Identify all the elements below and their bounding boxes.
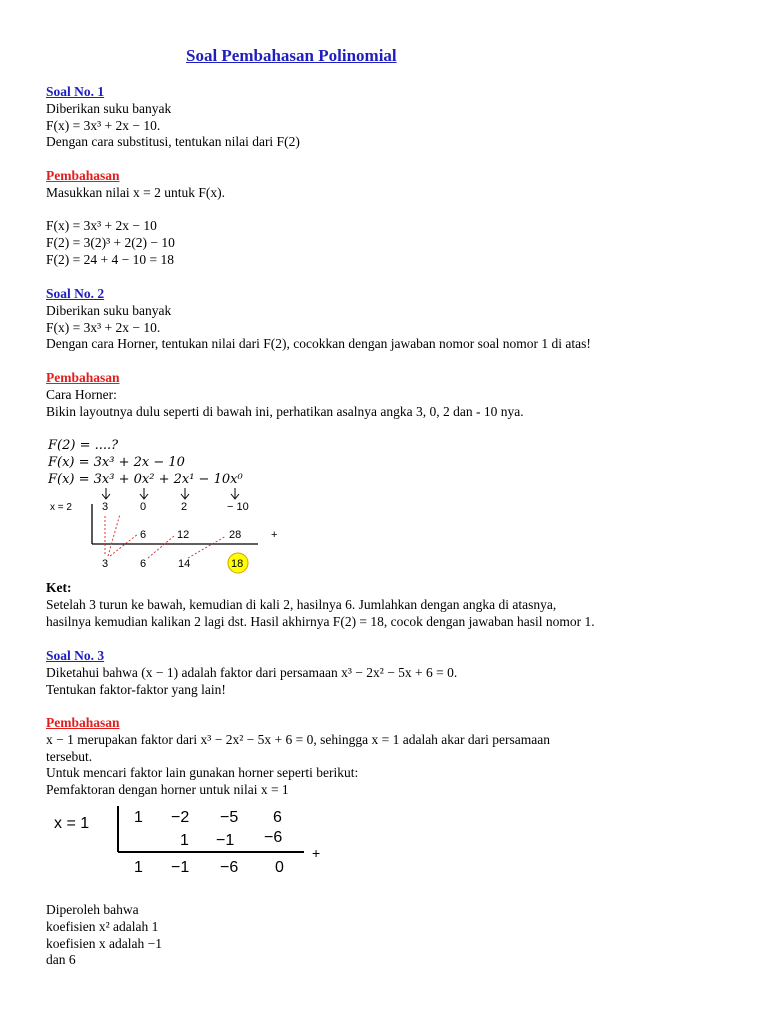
- soal-1-line: Dengan cara substitusi, tentukan nilai dari F(2): [46, 134, 300, 150]
- horner-1-cell: 12: [177, 529, 190, 541]
- soal-2-heading: Soal No. 2: [46, 286, 105, 301]
- pembahasan-1-heading: Pembahasan: [46, 168, 120, 183]
- pembahasan-3-heading: Pembahasan: [46, 715, 120, 730]
- horner-2-cell: −1: [216, 832, 235, 849]
- keterangan-line: Setelah 3 turun ke bawah, kemudian di kali 2, hasilnya 6. Jumlahkan dengan angka di atasnya,: [46, 596, 557, 612]
- horner-2-cell: 1: [134, 859, 143, 876]
- down-arrows: [102, 488, 239, 499]
- diperoleh-line: koefisien x² adalah 1: [46, 918, 159, 934]
- horner-2-cell: 6: [273, 809, 282, 826]
- horner-1-result: 18: [231, 558, 244, 570]
- horner-2-cell: −6: [220, 859, 239, 876]
- soal-2-block: [46, 286, 591, 353]
- horner-1-equation: F(2) = ....?: [48, 438, 119, 453]
- pembahasan-2-block: [46, 370, 524, 420]
- horner-1-cell: 14: [178, 558, 191, 570]
- pembahasan-1-line: Masukkan nilai x = 2 untuk F(x).: [46, 184, 225, 200]
- page-title: Soal Pembahasan Polinomial: [186, 46, 397, 65]
- pembahasan-3-line: Pemfaktoran dengan horner untuk nilai x = 1: [46, 782, 289, 798]
- keterangan-block: [46, 580, 595, 630]
- horner-2-cell: 1: [180, 832, 189, 849]
- soal-1-block: [46, 84, 300, 151]
- diperoleh-line: koefisien x adalah −1: [46, 935, 162, 951]
- horner-1-cell: 6: [140, 529, 147, 541]
- soal-3-line: Tentukan faktor-faktor yang lain!: [46, 681, 226, 697]
- horner-2-x-label: x = 1: [54, 815, 90, 832]
- horner-1-equation: F(x) = 3x³ + 0x² + 2x¹ − 10x⁰: [48, 472, 243, 487]
- horner-2-cell: −5: [220, 809, 239, 826]
- pembahasan-1-line: F(2) = 24 + 4 − 10 = 18: [46, 251, 174, 267]
- horner-diagram-2: [46, 800, 346, 880]
- horner-1-cell: 0: [140, 501, 147, 513]
- diperoleh-line: Diperoleh bahwa: [46, 902, 139, 917]
- horner-2-cell: −6: [264, 829, 283, 846]
- soal-1-heading: Soal No. 1: [46, 84, 105, 99]
- diperoleh-line: dan 6: [46, 952, 76, 968]
- pembahasan-1-line: F(x) = 3x³ + 2x − 10: [46, 218, 157, 234]
- soal-3-heading: Soal No. 3: [46, 648, 105, 663]
- horner-1-cell: 2: [181, 501, 188, 513]
- horner-1-cell: 28: [229, 529, 242, 541]
- horner-1-cell: 3: [102, 501, 109, 513]
- horner-1-x-label: x = 2: [50, 502, 72, 513]
- horner-2-cell: −2: [171, 809, 190, 826]
- horner-diagram-1: [40, 432, 340, 582]
- soal-3-block: [46, 648, 457, 698]
- horner-2-cell: −1: [171, 859, 190, 876]
- soal-1-line: F(x) = 3x³ + 2x − 10.: [46, 117, 161, 133]
- soal-1-line: Diberikan suku banyak: [46, 100, 172, 116]
- pembahasan-2-line: Cara Horner:: [46, 386, 117, 402]
- horner-1-cell: 3: [102, 558, 109, 570]
- soal-2-line: Dengan cara Horner, tentukan nilai dari F(2), cocokkan dengan jawaban nomor soal nomor 1 di atas!: [46, 336, 591, 352]
- soal-2-line: Diberikan suku banyak: [46, 302, 172, 318]
- pembahasan-2-line: Bikin layoutnya dulu seperti di bawah ini, perhatikan asalnya angka 3, 0, 2 dan - 10 nya.: [46, 403, 524, 419]
- diperoleh-block: [46, 902, 162, 969]
- pembahasan-3-line: Untuk mencari faktor lain gunakan horner seperti berikut:: [46, 765, 359, 781]
- pembahasan-3-line: tersebut.: [46, 748, 93, 764]
- horner-2-plus: +: [312, 845, 321, 861]
- pembahasan-2-heading: Pembahasan: [46, 370, 120, 385]
- pembahasan-1-line: F(2) = 3(2)³ + 2(2) − 10: [46, 235, 175, 251]
- pembahasan-1-block: [46, 168, 225, 269]
- horner-1-cell: 6: [140, 558, 147, 570]
- horner-1-plus: +: [271, 529, 278, 541]
- soal-2-line: F(x) = 3x³ + 2x − 10.: [46, 319, 161, 335]
- soal-3-line: Diketahui bahwa (x − 1) adalah faktor dari persamaan x³ − 2x² − 5x + 6 = 0.: [46, 664, 458, 680]
- keterangan-heading: Ket:: [46, 580, 72, 595]
- horner-2-cell: 0: [275, 859, 284, 876]
- red-arrows: [105, 514, 226, 558]
- pembahasan-3-block: [46, 715, 550, 799]
- pembahasan-3-line: x − 1 merupakan faktor dari x³ − 2x² − 5x + 6 = 0, sehingga x = 1 adalah akar dari persamaan: [46, 731, 550, 747]
- horner-1-equation: F(x) = 3x³ + 2x − 10: [48, 455, 185, 470]
- horner-1-cell: − 10: [227, 501, 249, 513]
- horner-2-cell: 1: [134, 809, 143, 826]
- keterangan-line: hasilnya kemudian kalikan 2 lagi dst. Hasil akhirnya F(2) = 18, cocok dengan jawaban hasil nomor 1.: [46, 613, 595, 629]
